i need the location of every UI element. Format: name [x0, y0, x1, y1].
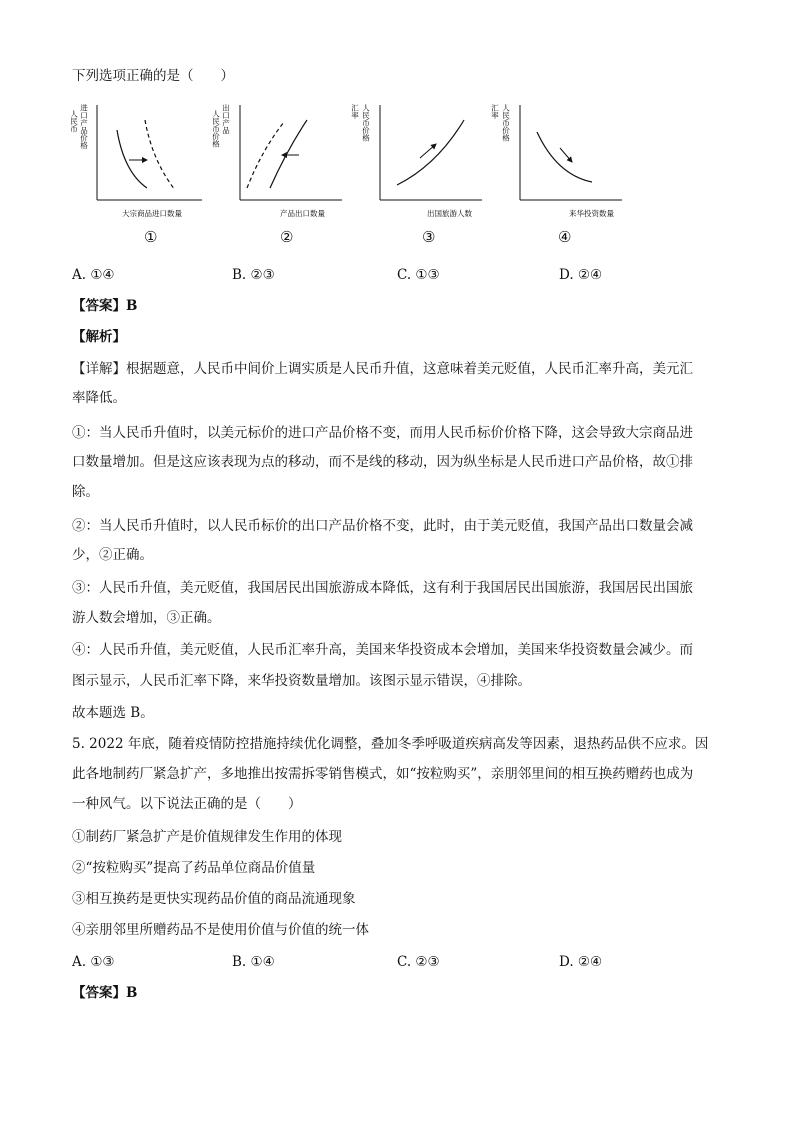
- statement-1: ①制药厂紧急扩产是价值规律发生作用的体现: [72, 829, 342, 845]
- figure-1-ylabel-col2: 进口产品价格: [79, 104, 89, 149]
- figure-2: [211, 100, 347, 246]
- figure-1-shifted-curve: [145, 120, 175, 190]
- figure-3-movement-arrow: [420, 144, 436, 158]
- figure-3-ylabel-col2: 人民币价格: [361, 104, 371, 142]
- statement-3: ③相互换药是更快实现药品价值的商品流通现象: [72, 891, 356, 907]
- figure-1: [69, 100, 207, 246]
- detail-line-4: 口数量增加。但是这应该表现为点的移动，而不是线的移动，因为纵坐标是人民币进口产品价格，故①排: [72, 454, 693, 470]
- figure-2-xlabel: 产品出口数量: [280, 209, 325, 218]
- figure-3-ylabel-col1: 汇率: [350, 104, 360, 119]
- figure-2-dashed-curve: [247, 122, 284, 188]
- figure-1-xlabel: 大宗商品进口数量: [122, 209, 182, 218]
- figure-4-number: ④: [558, 228, 572, 246]
- statement-4: ④亲朋邻里所赠药品不是使用价值与价值的统一体: [72, 922, 369, 938]
- option-c[interactable]: C. ②③: [397, 954, 440, 970]
- detail-line-1: 【详解】根据题意，人民币中间价上调实质是人民币升值，这意味着美元贬值，人民币汇率升高，美元汇: [72, 361, 693, 377]
- figure-1-demand-curve: [117, 130, 147, 188]
- figure-2-solid-curve: [270, 120, 307, 188]
- question-5-stem-line-1: 5. 2022 年底，随着疫情防控措施持续优化调整，叠加冬季呼吸道疾病高发等因素，退热药品供不应求。因: [72, 736, 709, 752]
- detail-line-8: ③：人民币升值，美元贬值，我国居民出国旅游成本降低，这有利于我国居民出国旅游，我国居民出国旅: [72, 580, 693, 596]
- detail-line-3: ①：当人民币升值时，以美元标价的进口产品价格不变，而用人民币标价价格下降，这会导致大宗商品进: [72, 425, 693, 441]
- figure-4: [490, 100, 627, 246]
- figure-3-curve: [397, 120, 464, 185]
- detail-line-5: 除。: [72, 484, 99, 500]
- detail-line-12: 故本题选 B。: [72, 705, 154, 721]
- figure-3: [350, 100, 487, 246]
- detail-line-2: 率降低。: [72, 390, 126, 406]
- question-5-stem-line-3: 一种风气。以下说法正确的是（ ）: [72, 796, 302, 812]
- detail-line-10: ④：人民币升值，美元贬值，人民币汇率升高，美国来华投资成本会增加，美国来华投资数量会减少。而: [72, 642, 693, 658]
- option-a[interactable]: A. ①④: [72, 267, 115, 283]
- figure-4-movement-arrow: [560, 148, 572, 162]
- detail-line-6: ②：当人民币升值时，以人民币标价的出口产品价格不变，此时，由于美元贬值，我国产品出口数量会减: [72, 518, 693, 534]
- detail-line-11: 图示显示，人民币汇率下降，来华投资数量增加。该图示显示错误，④排除。: [72, 673, 531, 689]
- figure-2-ylabel-col2: 出口产品: [221, 104, 231, 134]
- question-4-analysis-title: 【解析】: [72, 329, 126, 345]
- figure-3-number: ③: [422, 228, 436, 246]
- detail-line-9: 游人数会增加，③正确。: [72, 610, 221, 626]
- figure-2-ylabel-col1: 人民币价格: [211, 110, 221, 148]
- figure-2-number: ②: [280, 228, 294, 246]
- option-b[interactable]: B. ②③: [232, 267, 275, 283]
- question-5-stem-line-2: 此各地制药厂紧急扩产，多地推出按需拆零销售模式，如“按粒购买”，亲朋邻里间的相互换药赠药也成为: [72, 766, 694, 782]
- figure-1-number: ①: [144, 228, 158, 246]
- figure-1-ylabel-col1: 人民币: [69, 110, 79, 133]
- figure-4-ylabel-col2: 人民币价格: [501, 104, 511, 142]
- figure-4-ylabel-col1: 汇率: [490, 104, 500, 119]
- question-4-stem: 下列选项正确的是（ ）: [72, 68, 234, 84]
- question-4-answer: 【答案】B: [72, 298, 138, 314]
- option-b[interactable]: B. ①④: [232, 954, 275, 970]
- detail-line-7: 少，②正确。: [72, 547, 153, 563]
- question-5-answer: 【答案】B: [72, 985, 138, 1001]
- figure-4-xlabel: 来华投资数量: [569, 209, 614, 218]
- option-d[interactable]: D. ②④: [559, 267, 603, 283]
- option-d[interactable]: D. ②④: [559, 954, 603, 970]
- figure-3-xlabel: 出国旅游人数: [427, 209, 472, 218]
- figure-4-curve: [537, 132, 592, 182]
- option-c[interactable]: C. ①③: [397, 267, 440, 283]
- statement-2: ②“按粒购买”提高了药品单位商品价值量: [72, 860, 316, 876]
- option-a[interactable]: A. ①③: [72, 954, 115, 970]
